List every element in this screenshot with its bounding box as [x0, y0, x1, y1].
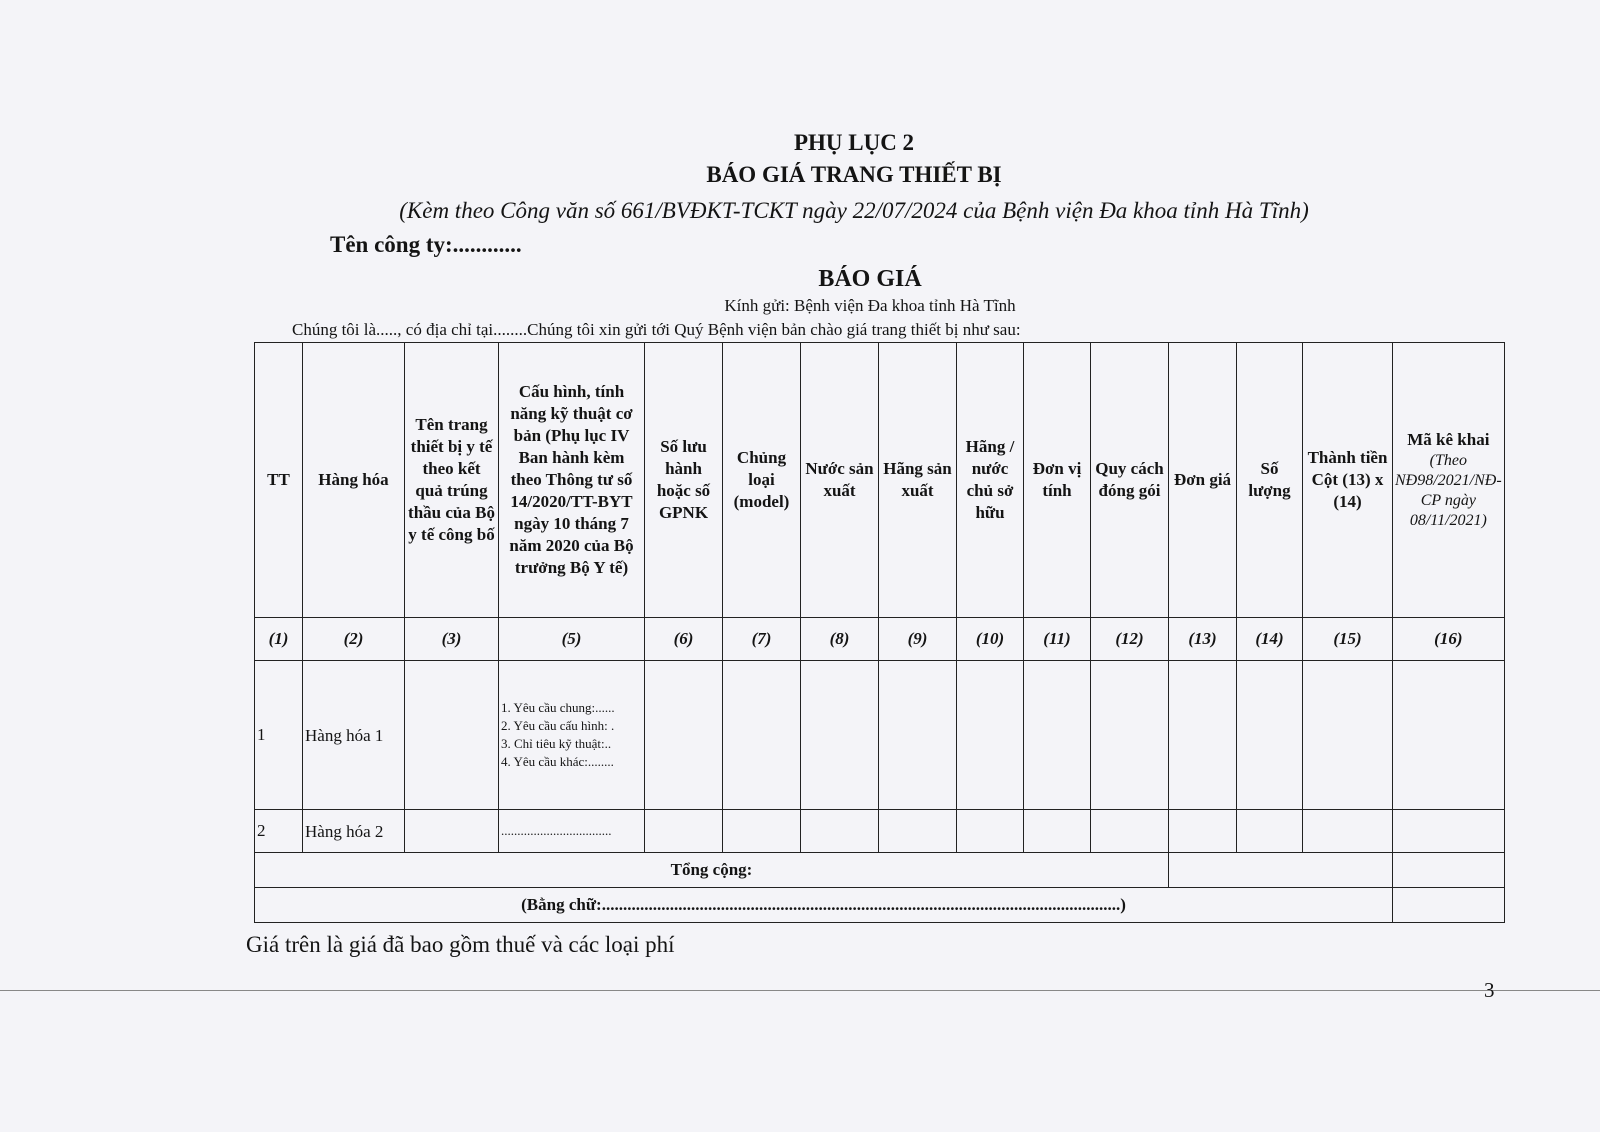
spec-line: 1. Yêu cầu chung:...... — [501, 700, 615, 715]
empty-cell — [1169, 810, 1237, 853]
total-label: Tổng cộng: — [255, 853, 1169, 888]
empty-cell — [1237, 661, 1303, 810]
column-number: (2) — [303, 618, 405, 661]
empty-cell — [405, 661, 499, 810]
column-number: (3) — [405, 618, 499, 661]
spec-line: .................................. — [501, 823, 612, 838]
empty-cell — [1091, 810, 1169, 853]
column-number: (10) — [957, 618, 1024, 661]
column-header: Nước sản xuất — [801, 343, 879, 618]
total-row — [255, 853, 1505, 888]
column-header: Số lưu hành hoặc số GPNK — [645, 343, 723, 618]
empty-cell — [957, 661, 1024, 810]
appendix-title: PHỤ LỤC 2 — [793, 130, 915, 155]
column-number: (5) — [499, 618, 645, 661]
column-header: Quy cách đóng gói — [1091, 343, 1169, 618]
column-number: (6) — [645, 618, 723, 661]
column-header: Hàng hóa — [303, 343, 405, 618]
column-header-note: (Theo NĐ98/2021/NĐ-CP ngày 08/11/2021) — [1395, 452, 1502, 529]
empty-cell — [645, 810, 723, 853]
column-number: (1) — [255, 618, 303, 661]
empty-cell — [723, 810, 801, 853]
reference-line: (Kèm theo Công văn số 661/BVĐKT-TCKT ngày 22/07/2024 của Bệnh viện Đa khoa tỉnh Hà Tĩnh) — [399, 198, 1309, 223]
column-header-declaration-code — [1393, 343, 1505, 618]
column-number: (13) — [1169, 618, 1237, 661]
table-row — [255, 810, 1505, 853]
column-number: (11) — [1024, 618, 1091, 661]
empty-cell — [1169, 661, 1237, 810]
company-name-line: Tên công ty:............ — [330, 232, 522, 257]
column-number: (16) — [1393, 618, 1505, 661]
column-header: Tên trang thiết bị y tế theo kết quả trúng thầu của Bộ y tế công bố — [405, 343, 499, 618]
column-number: (7) — [723, 618, 801, 661]
empty-cell — [1303, 661, 1393, 810]
column-header: Hãng / nước chủ sở hữu — [957, 343, 1024, 618]
empty-cell — [879, 810, 957, 853]
total-amount-cell — [1169, 853, 1393, 888]
column-header: Số lượng — [1237, 343, 1303, 618]
empty-cell — [1393, 810, 1505, 853]
page-number: 3 — [1484, 978, 1495, 1002]
spec-line: 4. Yêu cầu khác:........ — [501, 754, 614, 769]
goods-name: Hàng hóa 2 — [303, 810, 405, 853]
spec-line: 3. Chỉ tiêu kỹ thuật:.. — [501, 736, 612, 751]
empty-cell — [1303, 810, 1393, 853]
empty-cell — [1393, 888, 1505, 923]
quotation-table — [254, 342, 1505, 923]
empty-cell — [645, 661, 723, 810]
column-header: Chủng loại (model) — [723, 343, 801, 618]
addressee-line: Kính gửi: Bệnh viện Đa khoa tỉnh Hà Tĩnh — [724, 296, 1016, 315]
empty-cell — [957, 810, 1024, 853]
column-number: (12) — [1091, 618, 1169, 661]
header-row — [255, 343, 1505, 618]
empty-cell — [801, 810, 879, 853]
column-header: Cấu hình, tính năng kỹ thuật cơ bản (Phụ lục IV Ban hành kèm theo Thông tư số 14/2020/TT-BYT ngày 10 tháng 7 năm 2020 của Bộ trưởng Bộ Y tế) — [499, 343, 645, 618]
footer-divider — [0, 990, 1600, 991]
column-header: Đơn giá — [1169, 343, 1237, 618]
spec-cell — [499, 810, 645, 853]
spec-cell — [499, 661, 645, 810]
empty-cell — [1024, 661, 1091, 810]
empty-cell — [1237, 810, 1303, 853]
column-header: TT — [255, 343, 303, 618]
column-number: (14) — [1237, 618, 1303, 661]
column-number: (8) — [801, 618, 879, 661]
column-number: (15) — [1303, 618, 1393, 661]
empty-cell — [405, 810, 499, 853]
column-header: Hãng sản xuất — [879, 343, 957, 618]
price-note: Giá trên là giá đã bao gồm thuế và các loại phí — [246, 932, 675, 957]
row-index: 1 — [255, 661, 303, 810]
column-header: Đơn vị tính — [1024, 343, 1091, 618]
column-header: Mã kê khai — [1407, 430, 1490, 449]
amount-in-words-row — [255, 888, 1505, 923]
empty-cell — [1393, 853, 1505, 888]
amount-in-words: (Bằng chữ:..........................................................................................................................) — [255, 888, 1393, 923]
goods-name: Hàng hóa 1 — [303, 661, 405, 810]
empty-cell — [723, 661, 801, 810]
column-number-row — [255, 618, 1505, 661]
empty-cell — [1393, 661, 1505, 810]
quote-title: BÁO GIÁ — [818, 266, 922, 292]
column-header: Thành tiền Cột (13) x (14) — [1303, 343, 1393, 618]
empty-cell — [1091, 661, 1169, 810]
column-number: (9) — [879, 618, 957, 661]
empty-cell — [1024, 810, 1091, 853]
empty-cell — [801, 661, 879, 810]
table-row — [255, 661, 1505, 810]
intro-paragraph: Chúng tôi là....., có địa chỉ tại........Chúng tôi xin gửi tới Quý Bệnh viện bản chào giá trang thiết bị như sau: — [292, 320, 1021, 339]
spec-line: 2. Yêu cầu cấu hình: . — [501, 718, 615, 733]
document-title: BÁO GIÁ TRANG THIẾT BỊ — [706, 162, 1002, 187]
row-index: 2 — [255, 810, 303, 853]
empty-cell — [879, 661, 957, 810]
